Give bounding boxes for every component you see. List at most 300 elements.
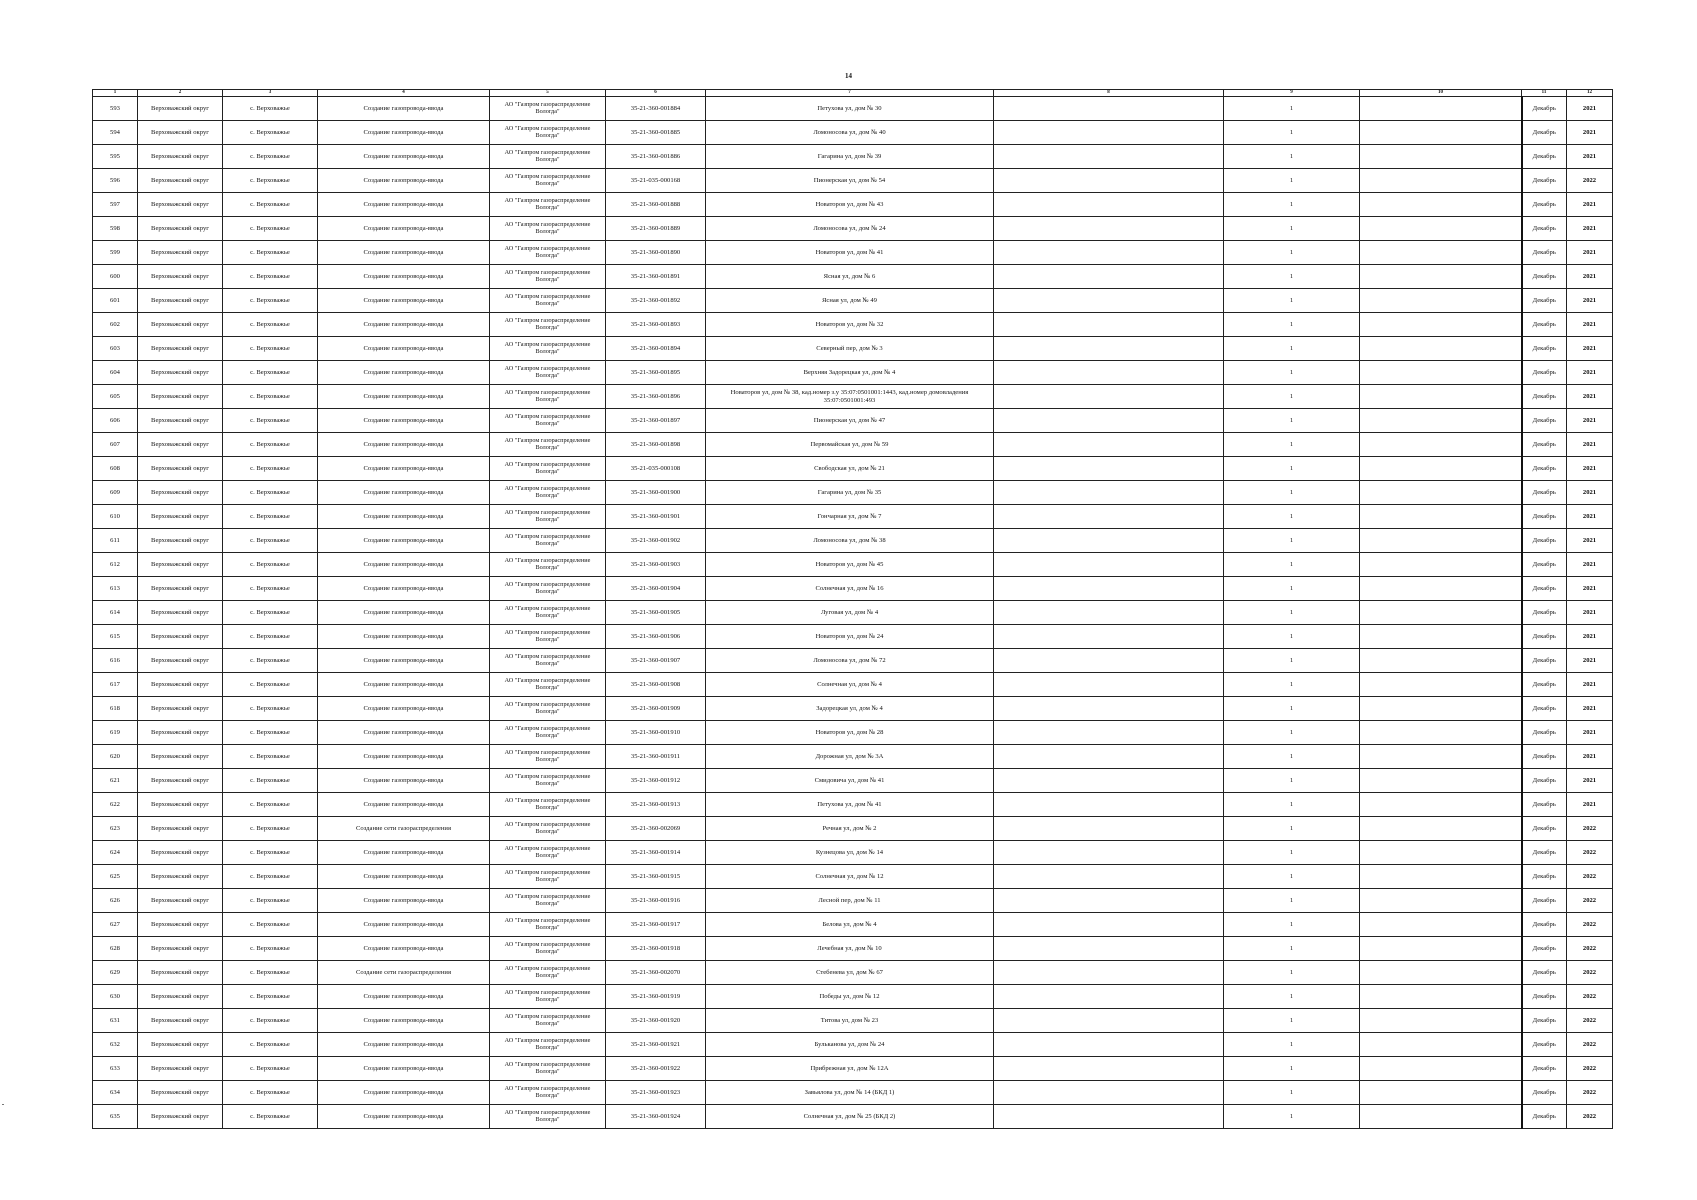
- year-cell: 2022: [1567, 865, 1613, 889]
- work-type-cell: Создание газопровода-ввода: [318, 289, 490, 313]
- year-cell: 2021: [1567, 265, 1613, 289]
- district-cell: Верховажский округ: [138, 337, 223, 361]
- district-cell: Верховажский округ: [138, 1105, 223, 1129]
- column-8-cell: [994, 745, 1224, 769]
- column-10-cell: [1360, 721, 1522, 745]
- column-8-cell: [994, 457, 1224, 481]
- object-code-cell: 35-21-360-001895: [606, 361, 706, 385]
- district-cell: Верховажский округ: [138, 121, 223, 145]
- district-cell: Верховажский округ: [138, 553, 223, 577]
- column-10-cell: [1360, 337, 1522, 361]
- month-cell: Декабрь: [1522, 241, 1567, 265]
- operator-cell: АО "Газпром газораспределение Вологда": [490, 721, 606, 745]
- month-cell: Декабрь: [1522, 1033, 1567, 1057]
- year-cell: 2021: [1567, 193, 1613, 217]
- table-row: [93, 289, 1613, 313]
- work-type-cell: Создание газопровода-ввода: [318, 1105, 490, 1129]
- locality-cell: с. Верховажье: [223, 1105, 318, 1129]
- column-8-cell: [994, 121, 1224, 145]
- district-cell: Верховажский округ: [138, 241, 223, 265]
- district-cell: Верховажский округ: [138, 505, 223, 529]
- month-cell: Декабрь: [1522, 385, 1567, 409]
- district-cell: Верховажский округ: [138, 937, 223, 961]
- column-8-cell: [994, 241, 1224, 265]
- column-10-cell: [1360, 1009, 1522, 1033]
- district-cell: Верховажский округ: [138, 1033, 223, 1057]
- address-cell: Задорецкая ул, дом № 4: [706, 697, 994, 721]
- district-cell: Верховажский округ: [138, 697, 223, 721]
- object-code-cell: 35-21-360-001924: [606, 1105, 706, 1129]
- column-10-cell: [1360, 601, 1522, 625]
- row-number: 619: [93, 721, 138, 745]
- row-number: 634: [93, 1081, 138, 1105]
- column-8-cell: [994, 409, 1224, 433]
- address-cell: Верхняя Задорецкая ул, дом № 4: [706, 361, 994, 385]
- object-code-cell: 35-21-360-001908: [606, 673, 706, 697]
- table-row: [93, 145, 1613, 169]
- locality-cell: с. Верховажье: [223, 289, 318, 313]
- row-number: 627: [93, 913, 138, 937]
- month-cell: Декабрь: [1522, 217, 1567, 241]
- work-type-cell: Создание газопровода-ввода: [318, 1081, 490, 1105]
- year-cell: 2022: [1567, 817, 1613, 841]
- table-row: [93, 913, 1613, 937]
- address-cell: Ломоносова ул, дом № 24: [706, 217, 994, 241]
- column-8-cell: [994, 577, 1224, 601]
- district-cell: Верховажский округ: [138, 817, 223, 841]
- month-cell: Декабрь: [1522, 721, 1567, 745]
- column-10-cell: [1360, 289, 1522, 313]
- address-cell: Победы ул, дом № 12: [706, 985, 994, 1009]
- object-code-cell: 35-21-360-001923: [606, 1081, 706, 1105]
- locality-cell: с. Верховажье: [223, 817, 318, 841]
- address-cell: Северный пер, дом № 3: [706, 337, 994, 361]
- operator-cell: АО "Газпром газораспределение Вологда": [490, 97, 606, 121]
- count-cell: 1: [1224, 601, 1360, 625]
- row-number: 629: [93, 961, 138, 985]
- row-number: 622: [93, 793, 138, 817]
- column-10-cell: [1360, 433, 1522, 457]
- year-cell: 2021: [1567, 505, 1613, 529]
- column-8-cell: [994, 649, 1224, 673]
- address-cell: Кузнецова ул, дом № 14: [706, 841, 994, 865]
- month-cell: Декабрь: [1522, 193, 1567, 217]
- locality-cell: с. Верховажье: [223, 481, 318, 505]
- column-10-cell: [1360, 577, 1522, 601]
- row-number: 610: [93, 505, 138, 529]
- district-cell: Верховажский округ: [138, 481, 223, 505]
- count-cell: 1: [1224, 481, 1360, 505]
- district-cell: Верховажский округ: [138, 793, 223, 817]
- column-10-cell: [1360, 481, 1522, 505]
- count-cell: 1: [1224, 1033, 1360, 1057]
- district-cell: Верховажский округ: [138, 1057, 223, 1081]
- column-10-cell: [1360, 1081, 1522, 1105]
- address-cell: Лечебная ул, дом № 10: [706, 937, 994, 961]
- work-type-cell: Создание газопровода-ввода: [318, 601, 490, 625]
- district-cell: Верховажский округ: [138, 985, 223, 1009]
- operator-cell: АО "Газпром газораспределение Вологда": [490, 769, 606, 793]
- row-number: 595: [93, 145, 138, 169]
- object-code-cell: 35-21-360-001913: [606, 793, 706, 817]
- object-code-cell: 35-21-360-002069: [606, 817, 706, 841]
- work-type-cell: Создание газопровода-ввода: [318, 697, 490, 721]
- locality-cell: с. Верховажье: [223, 889, 318, 913]
- work-type-cell: Создание газопровода-ввода: [318, 97, 490, 121]
- month-cell: Декабрь: [1522, 769, 1567, 793]
- district-cell: Верховажский округ: [138, 313, 223, 337]
- district-cell: Верховажский округ: [138, 673, 223, 697]
- district-cell: Верховажский округ: [138, 889, 223, 913]
- table-row: [93, 361, 1613, 385]
- count-cell: 1: [1224, 385, 1360, 409]
- address-cell: Новаторов ул, дом № 45: [706, 553, 994, 577]
- column-8-cell: [994, 769, 1224, 793]
- count-cell: 1: [1224, 1057, 1360, 1081]
- column-header: 7: [706, 90, 994, 97]
- row-number: 609: [93, 481, 138, 505]
- row-number: 628: [93, 937, 138, 961]
- column-8-cell: [994, 625, 1224, 649]
- table-row: [93, 793, 1613, 817]
- year-cell: 2021: [1567, 409, 1613, 433]
- operator-cell: АО "Газпром газораспределение Вологда": [490, 145, 606, 169]
- locality-cell: с. Верховажье: [223, 121, 318, 145]
- column-8-cell: [994, 481, 1224, 505]
- month-cell: Декабрь: [1522, 793, 1567, 817]
- object-code-cell: 35-21-360-001888: [606, 193, 706, 217]
- locality-cell: с. Верховажье: [223, 937, 318, 961]
- district-cell: Верховажский округ: [138, 769, 223, 793]
- district-cell: Верховажский округ: [138, 961, 223, 985]
- locality-cell: с. Верховажье: [223, 649, 318, 673]
- locality-cell: с. Верховажье: [223, 1033, 318, 1057]
- year-cell: 2021: [1567, 337, 1613, 361]
- row-number: 620: [93, 745, 138, 769]
- object-code-cell: 35-21-360-001903: [606, 553, 706, 577]
- locality-cell: с. Верховажье: [223, 241, 318, 265]
- work-type-cell: Создание газопровода-ввода: [318, 769, 490, 793]
- district-cell: Верховажский округ: [138, 265, 223, 289]
- count-cell: 1: [1224, 121, 1360, 145]
- year-cell: 2021: [1567, 121, 1613, 145]
- object-code-cell: 35-21-360-001898: [606, 433, 706, 457]
- row-number: 626: [93, 889, 138, 913]
- locality-cell: с. Верховажье: [223, 601, 318, 625]
- row-number: 617: [93, 673, 138, 697]
- row-number: 599: [93, 241, 138, 265]
- operator-cell: АО "Газпром газораспределение Вологда": [490, 433, 606, 457]
- table-body: [93, 97, 1613, 1129]
- column-10-cell: [1360, 793, 1522, 817]
- object-code-cell: 35-21-360-001901: [606, 505, 706, 529]
- row-number: 618: [93, 697, 138, 721]
- month-cell: Декабрь: [1522, 625, 1567, 649]
- month-cell: Декабрь: [1522, 289, 1567, 313]
- locality-cell: с. Верховажье: [223, 625, 318, 649]
- count-cell: 1: [1224, 961, 1360, 985]
- district-cell: Верховажский округ: [138, 289, 223, 313]
- column-8-cell: [994, 313, 1224, 337]
- work-type-cell: Создание газопровода-ввода: [318, 457, 490, 481]
- table-row: [93, 985, 1613, 1009]
- district-cell: Верховажский округ: [138, 385, 223, 409]
- month-cell: Декабрь: [1522, 601, 1567, 625]
- address-cell: Ясная ул, дом № 6: [706, 265, 994, 289]
- address-cell: Первомайская ул, дом № 59: [706, 433, 994, 457]
- table-row: [93, 409, 1613, 433]
- table-row: [93, 841, 1613, 865]
- table-row: [93, 769, 1613, 793]
- work-type-cell: Создание газопровода-ввода: [318, 1009, 490, 1033]
- table-row: [93, 1105, 1613, 1129]
- object-code-cell: 35-21-360-001884: [606, 97, 706, 121]
- year-cell: 2021: [1567, 97, 1613, 121]
- district-cell: Верховажский округ: [138, 409, 223, 433]
- district-cell: Верховажский округ: [138, 97, 223, 121]
- table-row: [93, 601, 1613, 625]
- column-8-cell: [994, 841, 1224, 865]
- count-cell: 1: [1224, 313, 1360, 337]
- count-cell: 1: [1224, 169, 1360, 193]
- address-cell: Белова ул, дом № 4: [706, 913, 994, 937]
- column-10-cell: [1360, 745, 1522, 769]
- object-code-cell: 35-21-035-000108: [606, 457, 706, 481]
- row-number: 630: [93, 985, 138, 1009]
- year-cell: 2022: [1567, 169, 1613, 193]
- column-10-cell: [1360, 121, 1522, 145]
- count-cell: 1: [1224, 433, 1360, 457]
- address-cell: Солнечная ул, дом № 4: [706, 673, 994, 697]
- month-cell: Декабрь: [1522, 553, 1567, 577]
- locality-cell: с. Верховажье: [223, 169, 318, 193]
- count-cell: 1: [1224, 841, 1360, 865]
- operator-cell: АО "Газпром газораспределение Вологда": [490, 217, 606, 241]
- district-cell: Верховажский округ: [138, 577, 223, 601]
- district-cell: Верховажский округ: [138, 721, 223, 745]
- table-row: [93, 673, 1613, 697]
- month-cell: Декабрь: [1522, 457, 1567, 481]
- object-code-cell: 35-21-360-001886: [606, 145, 706, 169]
- object-code-cell: 35-21-360-001918: [606, 937, 706, 961]
- district-cell: Верховажский округ: [138, 193, 223, 217]
- column-header: 4: [318, 90, 490, 97]
- table-row: [93, 121, 1613, 145]
- column-header: 9: [1224, 90, 1360, 97]
- year-cell: 2021: [1567, 481, 1613, 505]
- column-10-cell: [1360, 553, 1522, 577]
- column-8-cell: [994, 697, 1224, 721]
- month-cell: Декабрь: [1522, 313, 1567, 337]
- column-header: 3: [223, 90, 318, 97]
- month-cell: Декабрь: [1522, 937, 1567, 961]
- operator-cell: АО "Газпром газораспределение Вологда": [490, 361, 606, 385]
- column-number-row: [93, 90, 1613, 97]
- column-8-cell: [994, 169, 1224, 193]
- object-code-cell: 35-21-035-000168: [606, 169, 706, 193]
- column-8-cell: [994, 961, 1224, 985]
- row-number: 613: [93, 577, 138, 601]
- table-row: [93, 1009, 1613, 1033]
- work-type-cell: Создание газопровода-ввода: [318, 385, 490, 409]
- month-cell: Декабрь: [1522, 169, 1567, 193]
- row-number: 615: [93, 625, 138, 649]
- address-cell: Гончарная ул, дом № 7: [706, 505, 994, 529]
- column-8-cell: [994, 985, 1224, 1009]
- table-row: [93, 1033, 1613, 1057]
- count-cell: 1: [1224, 361, 1360, 385]
- column-8-cell: [994, 673, 1224, 697]
- work-type-cell: Создание газопровода-ввода: [318, 673, 490, 697]
- object-code-cell: 35-21-360-001921: [606, 1033, 706, 1057]
- month-cell: Декабрь: [1522, 1057, 1567, 1081]
- month-cell: Декабрь: [1522, 481, 1567, 505]
- month-cell: Декабрь: [1522, 985, 1567, 1009]
- row-number: 612: [93, 553, 138, 577]
- year-cell: 2022: [1567, 1033, 1613, 1057]
- address-cell: Бульканова ул, дом № 24: [706, 1033, 994, 1057]
- work-type-cell: Создание газопровода-ввода: [318, 169, 490, 193]
- count-cell: 1: [1224, 889, 1360, 913]
- column-10-cell: [1360, 841, 1522, 865]
- table-row: [93, 721, 1613, 745]
- count-cell: 1: [1224, 505, 1360, 529]
- object-code-cell: 35-21-360-001902: [606, 529, 706, 553]
- object-code-cell: 35-21-360-001909: [606, 697, 706, 721]
- year-cell: 2021: [1567, 145, 1613, 169]
- table-row: [93, 937, 1613, 961]
- address-cell: Гагарина ул, дом № 39: [706, 145, 994, 169]
- row-number: 614: [93, 601, 138, 625]
- column-10-cell: [1360, 145, 1522, 169]
- object-code-cell: 35-21-360-001906: [606, 625, 706, 649]
- work-type-cell: Создание газопровода-ввода: [318, 985, 490, 1009]
- column-header: 12: [1567, 90, 1613, 97]
- month-cell: Декабрь: [1522, 97, 1567, 121]
- year-cell: 2021: [1567, 745, 1613, 769]
- column-header: 10: [1360, 90, 1522, 97]
- row-number: 624: [93, 841, 138, 865]
- count-cell: 1: [1224, 721, 1360, 745]
- locality-cell: с. Верховажье: [223, 697, 318, 721]
- work-type-cell: Создание газопровода-ввода: [318, 433, 490, 457]
- year-cell: 2021: [1567, 529, 1613, 553]
- address-cell: Гагарина ул, дом № 35: [706, 481, 994, 505]
- work-type-cell: Создание газопровода-ввода: [318, 265, 490, 289]
- locality-cell: с. Верховажье: [223, 97, 318, 121]
- table-row: [93, 481, 1613, 505]
- count-cell: 1: [1224, 193, 1360, 217]
- address-cell: Петухова ул, дом № 41: [706, 793, 994, 817]
- object-code-cell: 35-21-360-001885: [606, 121, 706, 145]
- table-row: [93, 313, 1613, 337]
- work-type-cell: Создание газопровода-ввода: [318, 505, 490, 529]
- district-cell: Верховажский округ: [138, 625, 223, 649]
- table-row: [93, 169, 1613, 193]
- table-row: [93, 529, 1613, 553]
- count-cell: 1: [1224, 649, 1360, 673]
- object-code-cell: 35-21-360-001915: [606, 865, 706, 889]
- count-cell: 1: [1224, 673, 1360, 697]
- column-header: 1: [93, 90, 138, 97]
- object-code-cell: 35-21-360-001900: [606, 481, 706, 505]
- address-cell: Ясная ул, дом № 49: [706, 289, 994, 313]
- district-cell: Верховажский округ: [138, 433, 223, 457]
- object-code-cell: 35-21-360-001920: [606, 1009, 706, 1033]
- locality-cell: с. Верховажье: [223, 337, 318, 361]
- district-cell: Верховажский округ: [138, 361, 223, 385]
- address-cell: Прибрежная ул, дом № 12А: [706, 1057, 994, 1081]
- month-cell: Декабрь: [1522, 745, 1567, 769]
- district-cell: Верховажский округ: [138, 841, 223, 865]
- month-cell: Декабрь: [1522, 817, 1567, 841]
- work-type-cell: Создание газопровода-ввода: [318, 529, 490, 553]
- district-cell: Верховажский округ: [138, 1009, 223, 1033]
- operator-cell: АО "Газпром газораспределение Вологда": [490, 889, 606, 913]
- column-8-cell: [994, 217, 1224, 241]
- address-cell: Новаторов ул, дом № 38, кад.номер з.у 35:07:0501001:1443, кад.номер домовладения 35:07:0501001:493: [706, 385, 994, 409]
- table-row: [93, 385, 1613, 409]
- operator-cell: АО "Газпром газораспределение Вологда": [490, 673, 606, 697]
- object-code-cell: 35-21-360-001922: [606, 1057, 706, 1081]
- address-cell: Новаторов ул, дом № 24: [706, 625, 994, 649]
- column-8-cell: [994, 1081, 1224, 1105]
- column-8-cell: [994, 265, 1224, 289]
- object-code-cell: 35-21-360-001910: [606, 721, 706, 745]
- work-type-cell: Создание газопровода-ввода: [318, 889, 490, 913]
- district-cell: Верховажский округ: [138, 169, 223, 193]
- locality-cell: с. Верховажье: [223, 553, 318, 577]
- column-8-cell: [994, 793, 1224, 817]
- object-code-cell: 35-21-360-001894: [606, 337, 706, 361]
- work-type-cell: Создание газопровода-ввода: [318, 1057, 490, 1081]
- month-cell: Декабрь: [1522, 505, 1567, 529]
- column-10-cell: [1360, 1033, 1522, 1057]
- work-type-cell: Создание газопровода-ввода: [318, 577, 490, 601]
- month-cell: Декабрь: [1522, 1081, 1567, 1105]
- year-cell: 2021: [1567, 697, 1613, 721]
- year-cell: 2022: [1567, 1057, 1613, 1081]
- row-number: 607: [93, 433, 138, 457]
- object-code-cell: 35-21-360-001890: [606, 241, 706, 265]
- year-cell: 2022: [1567, 985, 1613, 1009]
- column-10-cell: [1360, 985, 1522, 1009]
- address-cell: Солнечная ул, дом № 25 (БКД 2): [706, 1105, 994, 1129]
- district-cell: Верховажский округ: [138, 649, 223, 673]
- column-10-cell: [1360, 625, 1522, 649]
- operator-cell: АО "Газпром газораспределение Вологда": [490, 1057, 606, 1081]
- locality-cell: с. Верховажье: [223, 985, 318, 1009]
- work-type-cell: Создание газопровода-ввода: [318, 793, 490, 817]
- scan-speck: [2, 1104, 4, 1105]
- year-cell: 2021: [1567, 457, 1613, 481]
- district-cell: Верховажский округ: [138, 865, 223, 889]
- column-header: 11: [1522, 90, 1567, 97]
- column-8-cell: [994, 889, 1224, 913]
- column-8-cell: [994, 817, 1224, 841]
- year-cell: 2021: [1567, 241, 1613, 265]
- locality-cell: с. Верховажье: [223, 193, 318, 217]
- locality-cell: с. Верховажье: [223, 841, 318, 865]
- column-10-cell: [1360, 313, 1522, 337]
- column-10-cell: [1360, 241, 1522, 265]
- operator-cell: АО "Газпром газораспределение Вологда": [490, 937, 606, 961]
- object-code-cell: 35-21-360-001889: [606, 217, 706, 241]
- address-cell: Речная ул, дом № 2: [706, 817, 994, 841]
- count-cell: 1: [1224, 745, 1360, 769]
- object-code-cell: 35-21-360-001897: [606, 409, 706, 433]
- locality-cell: с. Верховажье: [223, 457, 318, 481]
